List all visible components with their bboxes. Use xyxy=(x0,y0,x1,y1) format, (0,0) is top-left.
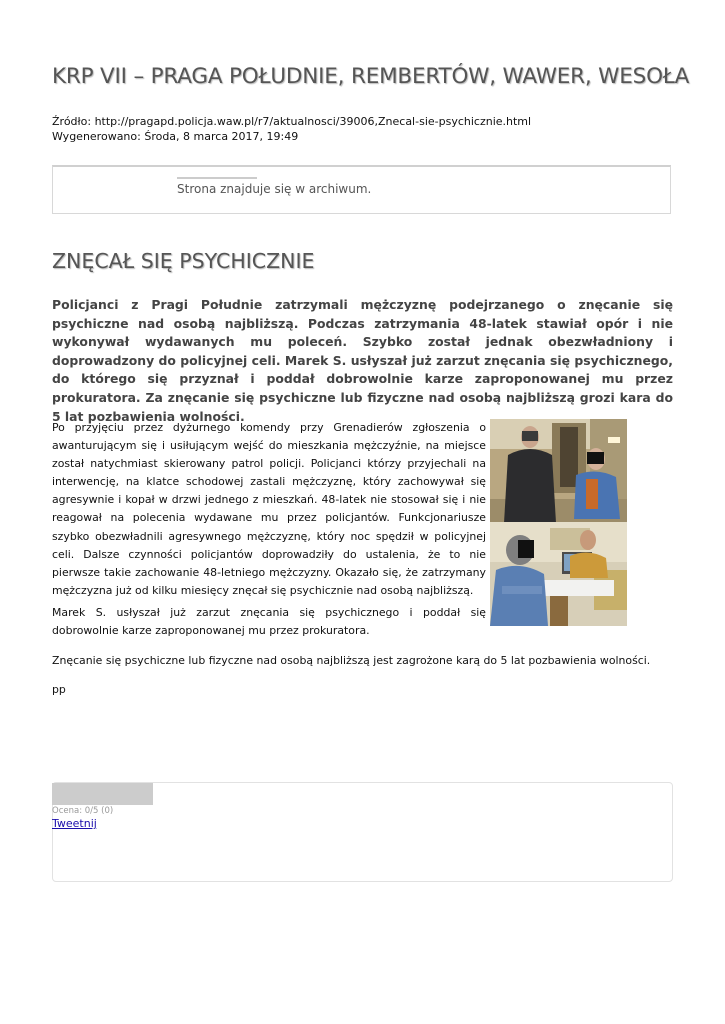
photo-hallway-arrest[interactable] xyxy=(490,419,627,523)
generated-line: Wygenerowano: Środa, 8 marca 2017, 19:49 xyxy=(52,130,299,143)
article-paragraph-3: Znęcanie się psychiczne lub fizyczne nad osobą najbliższą jest zagrożone karą do 5 lat pozbawienia wolności. xyxy=(52,654,651,667)
site-title: KRP VII – PRAGA POŁUDNIE, REMBERTÓW, WAWER, WESOŁA xyxy=(52,64,690,89)
page-meta xyxy=(52,114,531,144)
article-paragraph-2: Marek S. usłyszał już zarzut znęcania się psychicznego i poddał się dobrowolnie karze zaproponowanej mu przez prokuratora. xyxy=(52,606,486,638)
rating-text: Ocena: 0/5 (0) xyxy=(52,806,114,816)
archive-notice-text: Strona znajduje się w archiwum. xyxy=(177,182,372,196)
source-line: Źródło: http://pragapd.policja.waw.pl/r7/aktualnosci/39006,Znecal-sie-psychicznie.html xyxy=(52,115,532,128)
tweet-link[interactable]: Tweetnij xyxy=(52,817,97,830)
article-title: ZNĘCAŁ SIĘ PSYCHICZNIE xyxy=(52,249,315,273)
article-lead: Policjanci z Pragi Południe zatrzymali mężczyznę podejrzanego o znęcanie się psychiczne nad osobą najbliższą. Podczas zatrzymania 48-latek stawiał opór i nie wykonywał wydawanych mu poleceń. Szybko został jednak obezwładniony i doprowadzony do policyjnej celi. Marek S. usłyszał już zarzut znęcania się psychicznego, do którego się przyznał i poddał dobrowolnie karze zaproponowanej mu przez prokuratora. Za znęcanie się psychiczne lub fizyczne nad osobą najbliższą grozi kara do 5 lat pozbawienia wolności. xyxy=(52,297,673,424)
photo-office-interview[interactable] xyxy=(490,522,627,626)
article-paragraph-1: Po przyjęciu przez dyżurnego komendy przy Grenadierów zgłoszenia o awanturującym się i usiłującym wejść do mieszkania mężczyźnie, na miejsce został natychmiast skierowany patrol policji. Policjanci którzy przyjechali na interwencję, na klatce schodowej zastali mężczyznę, który zachowywał się agresywnie i kopał w drzwi jednego z mieszkań. 48-latek nie stosował się i nie reagował na polecenia wydawane mu przez policjantów. Funkcjonariusze szybko obezwładnili agresywnego mężczyznę, który noc spędził w policyjnej celi. Dalsze czynności policjantów doprowadziły do ustalenia, że to nie pierwsze takie zachowanie 48-letniego mężczyzny. Okazało się, że zatrzymany mężczyzna już od kilku miesięcy znęcał się psychicznie nad osobą najbliższą. xyxy=(52,421,486,597)
article-signature: pp xyxy=(52,683,66,696)
archive-notice-divider xyxy=(177,177,257,179)
rating-stars-bar[interactable] xyxy=(52,783,153,805)
archive-notice-box xyxy=(52,165,671,214)
